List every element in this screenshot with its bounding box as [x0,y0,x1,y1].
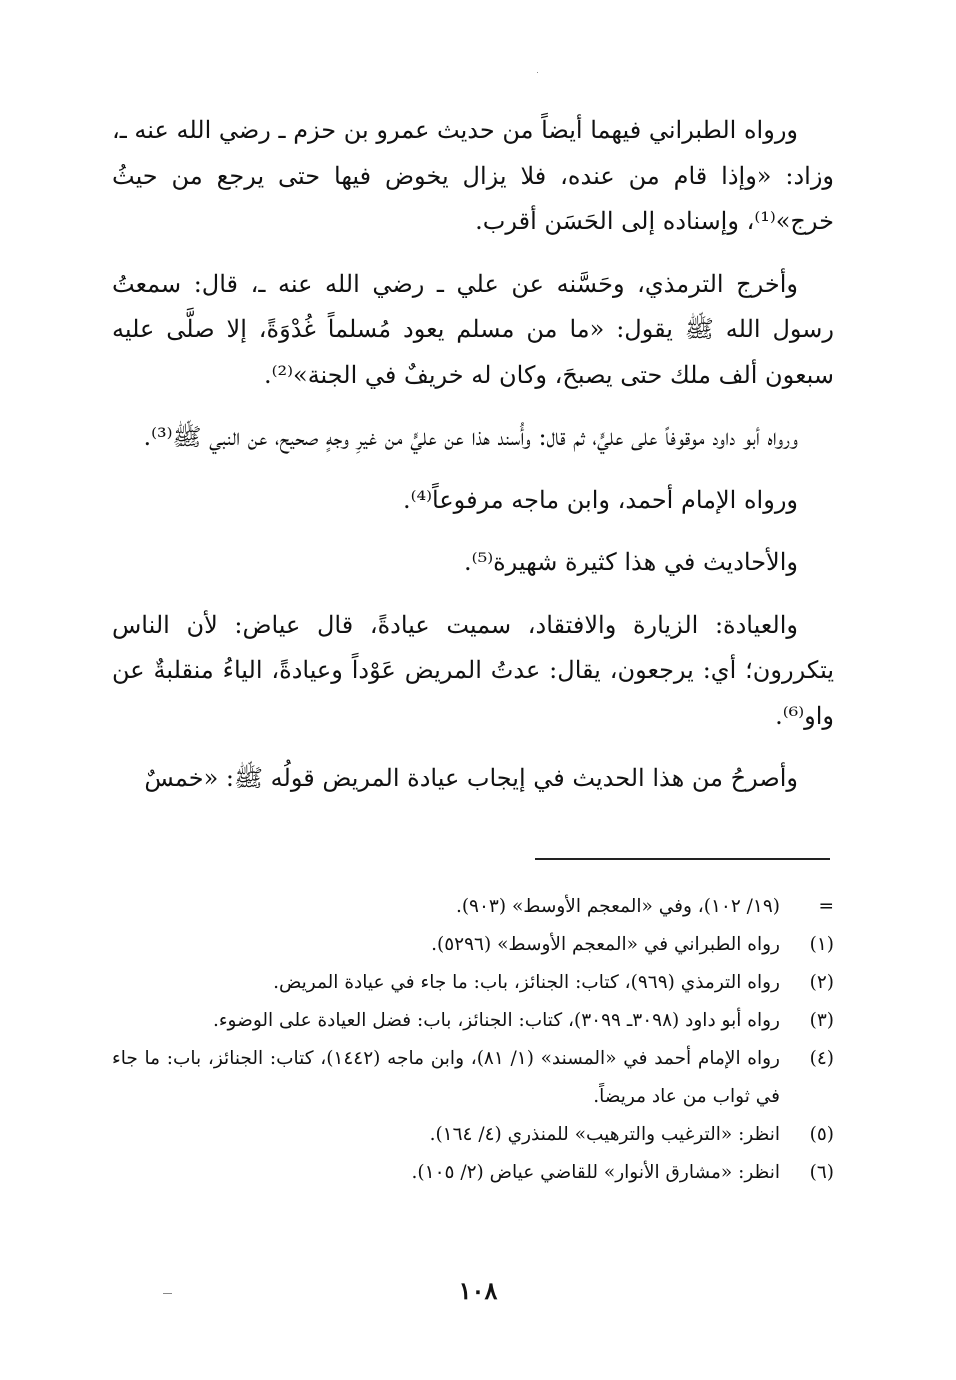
footnote [112,1154,834,1192]
footnote-number: = [818,896,834,917]
footnote [112,1002,834,1040]
footnote [112,1116,834,1154]
footnote-text: انظر: «مشارق الأنوار» للقاضي عياض (٢/ ١٠٥). [411,1162,780,1183]
footnote-number: (٥) [809,1124,834,1145]
main-text [112,108,834,819]
footnote [112,964,834,1002]
footnote-number: (٤) [809,1048,834,1069]
footnote-text: رواه الطبراني في «المعجم الأوسط» (٥٢٩٦). [431,934,780,955]
paragraph: والعيادة: الزيارة والافتقاد، سميت عيادةً، قال عياض: لأن الناس يتكررون؛ أي: يرجعون، يقال: عدتُ المريض عَوْداً وعيادةً، الياءُ منقلبةٌ عن واو⁽⁶⁾. [112,610,834,730]
footnote-number: (٦) [809,1162,834,1183]
footnote [112,888,834,926]
footnote-text: رواه أبو داود (٣٠٩٨ـ ٣٠٩٩)، كتاب: الجنائز، باب: فضل العيادة على الوضوء. [212,1010,780,1031]
footnote-number: (٢) [809,972,834,993]
footnote-text: رواه الترمذي (٩٦٩)، كتاب: الجنائز، باب: ما جاء في عيادة المريض. [273,972,780,993]
paragraph: ورواه الإمام أحمد، وابن ماجه مرفوعاً⁽⁴⁾. [403,485,798,514]
footnote-number: (٣) [809,1010,834,1031]
footnote [112,1040,834,1116]
footnote-text: رواه الإمام أحمد في «المسند» (١/ ٨١)، وابن ماجه (١٤٤٢)، كتاب: الجنائز، باب: ما جاء في ثواب من عاد مريضاً. [112,1048,780,1107]
paragraph: ورواه أبو داود موقوفاً على عليٍّ، ثم قال: وأُسند هذا عن عليٍّ من غيرِ وجهٍ صحيح، عن النبي ﷺ⁽³⁾. [143,423,798,451]
scan-speck [537,72,538,73]
scan-speck [163,1293,172,1294]
paragraph: ورواه الطبراني فيهما أيضاً من حديث عمرو بن حزم ـ رضي الله عنه ـ، وزاد: «وإذا قام من عنده، فلا يزال يخوض فيها حتى يرجع من حيثُ خرج»⁽¹⁾، وإسناده إلى الحَسَن أقرب. [112,116,834,235]
footnote-text: انظر: «الترغيب والترهيب» للمنذري (٤/ ١٦٤). [429,1124,780,1145]
paragraph: وأخرج الترمذي، وحَسَّنه عن علي ـ رضي الله عنه ـ، قال: سمعتُ رسول الله ﷺ يقول: «ما من مسلم يعود مُسلماً غُدْوَةً، إلا صلَّى عليه سبعون ألف ملك حتى يصبحَ، وكان له خريفٌ في الجنة»⁽²⁾. [112,269,834,389]
footnotes [112,888,834,1192]
page-number: ١٠٨ [458,1276,498,1305]
paragraph: وأصرحُ من هذا الحديث في إيجاب عيادة المريض قولُه ﷺ: «خمسٌ [144,764,798,792]
footnote-text: (١٩/ ١٠٢)، وفي «المعجم الأوسط» (٩٠٣). [455,896,780,917]
footnote-number: (١) [809,934,834,955]
footnote-separator [535,858,830,860]
paragraph: والأحاديث في هذا كثيرة شهيرة⁽⁵⁾. [464,548,798,576]
footnote [112,926,834,964]
